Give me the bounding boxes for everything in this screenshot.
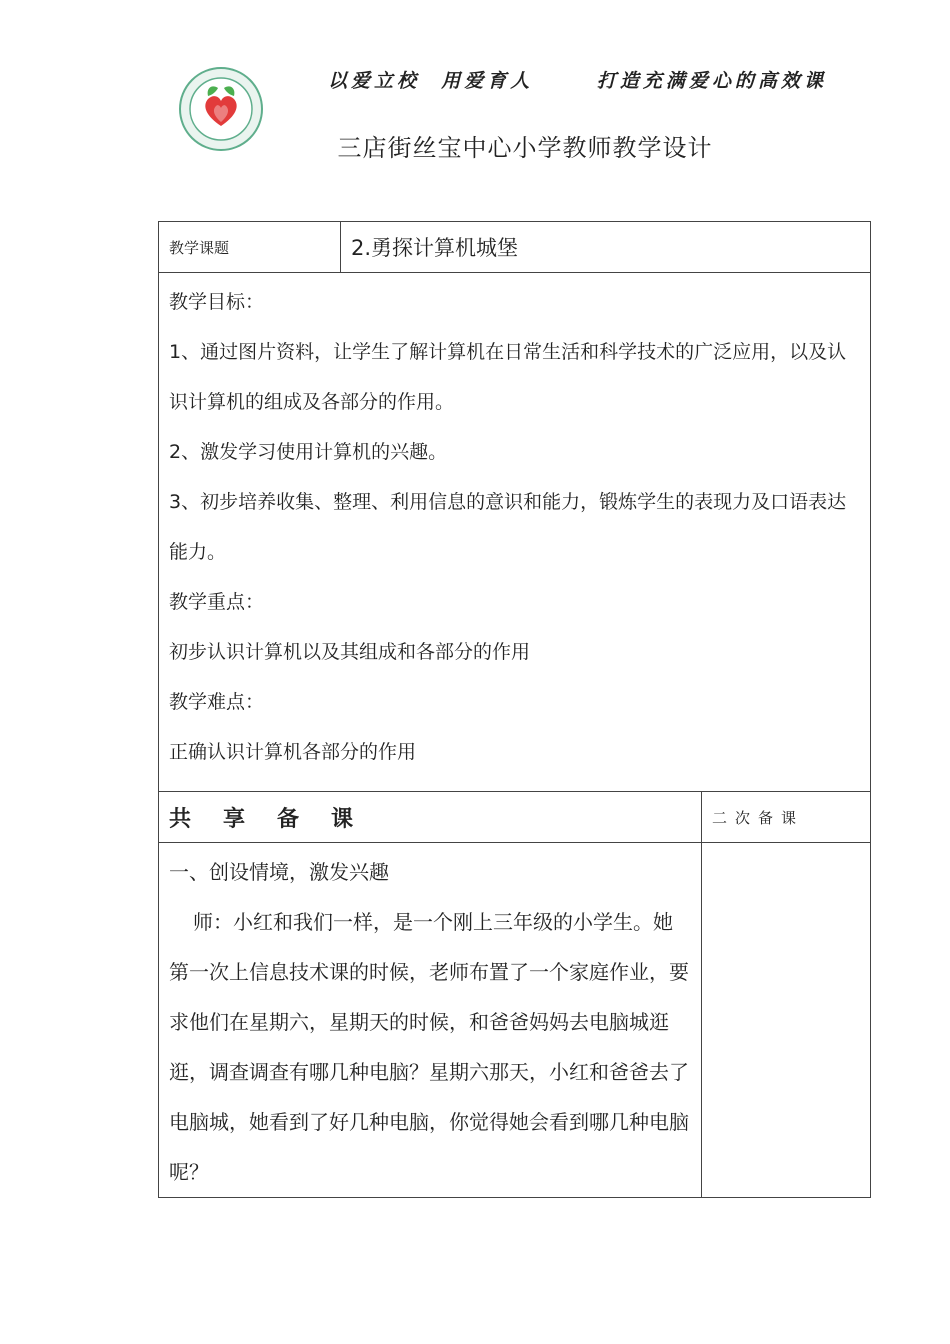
objective-item: 2、激发学习使用计算机的兴趣。 [169,441,448,463]
objectives-cell [159,273,871,792]
lesson-plan-table [158,221,871,1198]
topic-value: 2.勇探计算机城堡 [341,222,871,273]
objectives-row [159,273,871,792]
content-paragraph: 师：小红和我们一样，是一个刚上三年级的小学生。她第一次上信息技术课的时候，老师布置了一个家庭作业，要求他们在星期六，星期天的时候，和爸爸妈妈去电脑城逛逛，调查调查有哪几种电脑？星期六那天，小红和爸爸去了电脑城，她看到了好几种电脑，你觉得她会看到哪几种电脑呢？ [169,910,689,1184]
content-row [159,843,871,1198]
section-header-row [159,792,871,843]
content-heading: 一、创设情境，激发兴趣 [169,860,389,884]
difficulty-text: 正确认识计算机各部分的作用 [169,741,417,763]
objective-item: 3、初步培养收集、整理、利用信息的意识和能力，锻炼学生的表现力及口语表达能力。 [169,491,847,563]
key-point-heading: 教学重点： [169,591,265,613]
page-title: 三店街丝宝中心小学教师教学设计 [337,134,713,162]
objective-item: 1、通过图片资料，让学生了解计算机在日常生活和科学技术的广泛应用，以及认识计算机的组成及各部分的作用。 [169,341,847,413]
second-prep-header: 二次备课 [702,792,871,843]
topic-row [159,222,871,273]
shared-prep-content [159,843,702,1198]
shared-prep-header: 共享备课 [159,792,702,843]
key-point-text: 初步认识计算机以及其组成和各部分的作用 [169,641,531,663]
school-motto: 以爱立校 用爱育人 打造充满爱心的高效课 [328,70,827,92]
objectives-heading: 教学目标： [169,291,265,313]
difficulty-heading: 教学难点： [169,691,265,713]
second-prep-content [702,843,871,1198]
topic-label: 教学课题 [159,222,341,273]
